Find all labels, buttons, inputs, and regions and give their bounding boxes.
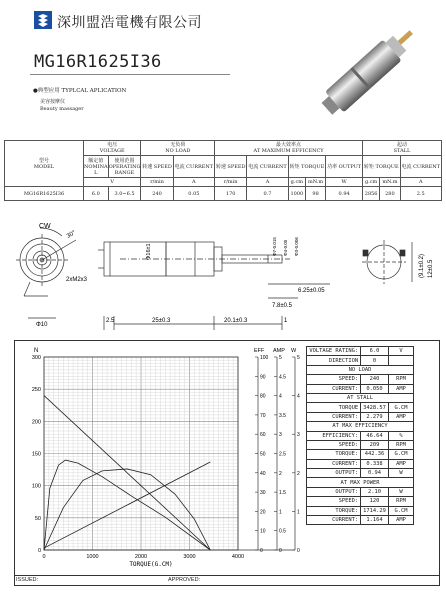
perf-row — [307, 506, 414, 515]
motor-photo — [300, 20, 440, 120]
axis-label-amp: AMP — [273, 348, 285, 354]
tick-label-eff: 100 — [260, 355, 269, 361]
dim-len-a: 2.5 — [106, 318, 115, 324]
tick-label-amp: 5 — [279, 355, 282, 361]
perf-value: 46.64 — [361, 431, 389, 440]
perf-value: 240 — [361, 375, 389, 384]
tick-label-amp: 1.5 — [279, 490, 286, 497]
sub-me-current: 电流 CURRENT — [247, 156, 288, 178]
perf-value: 0.94 — [361, 469, 389, 478]
voltage-en: VOLTAGE — [99, 148, 125, 154]
perf-value: 209 — [361, 440, 389, 449]
perf-key: EFFICIENCY: — [307, 431, 361, 440]
sub-me-output: 功率 OUTPUT — [326, 156, 363, 178]
perf-value: 1714.29 — [361, 506, 389, 515]
perf-value: 442.36 — [361, 450, 389, 459]
sub-st-current: 电流 CURRENT — [400, 156, 441, 178]
perf-key: SPEED: — [307, 497, 361, 506]
row-nominal: 6.0 — [84, 187, 109, 201]
perf-unit: AMP — [389, 412, 414, 421]
perf-row — [307, 450, 414, 459]
perf-key: VOLTAGE RATING: — [307, 347, 361, 356]
dim-screw: 2xM2x3 — [66, 277, 88, 283]
perf-value: 0.050 — [361, 384, 389, 393]
perf-row — [307, 412, 414, 421]
sub-nl-speed: 转速 SPEED — [141, 156, 173, 178]
perf-key: DIRECTION — [307, 356, 361, 365]
sub-st-torque: 转矩 TORQUE — [363, 156, 401, 178]
x-axis-label: TORQUE(G.CM) — [129, 561, 173, 568]
perf-row — [307, 422, 414, 431]
tick-label-amp: 3.5 — [279, 412, 286, 419]
row-st-torque-gcm: 2856 — [363, 187, 380, 201]
unit-st-a: A — [400, 178, 441, 187]
application-label: ●典型应用 TYPLCAL APLICATION — [33, 88, 127, 94]
tick-label-amp: 2 — [279, 470, 282, 477]
perf-unit: G.CM — [389, 403, 414, 412]
perf-section-title: AT MAX EFFICIENCY — [307, 422, 414, 431]
sub-me-torque: 转矩 TORQUE — [288, 156, 326, 178]
perf-key: CURRENT: — [307, 516, 361, 525]
unit-nl-speed: r/min — [141, 178, 173, 187]
perf-value: 2.10 — [361, 487, 389, 496]
dim-len-f: 6.25±0.05 — [298, 288, 325, 294]
perf-key: OUTPUT: — [307, 469, 361, 478]
tick-label-eff: 80 — [260, 393, 266, 400]
voltage-cn: 电压 — [107, 142, 118, 148]
tick-label-eff: 50 — [260, 451, 266, 458]
row-st-current: 2.5 — [400, 187, 441, 201]
company-logo — [34, 11, 52, 29]
sub-me-speed: 转速 SPEED — [215, 156, 247, 178]
row-st-torque-mnm: 280 — [380, 187, 400, 201]
perf-row — [307, 393, 414, 402]
dim-shaft-tol2: Φ4-0.05 — [283, 239, 288, 256]
unit-me-gcm: g.cm — [288, 178, 305, 187]
model-header-en: MODEL — [33, 163, 55, 170]
perf-unit: G.CM — [389, 506, 414, 515]
perf-unit: AMP — [389, 459, 414, 468]
footer-approved: APPROVED: — [168, 577, 201, 583]
perf-row — [307, 347, 414, 356]
perf-key: CURRENT: — [307, 384, 361, 393]
model-header-cn: 型号 — [38, 157, 49, 164]
dim-len-e: 7.8±0.5 — [272, 303, 292, 309]
mechanical-drawing — [0, 220, 446, 338]
row-nl-speed: 240 — [141, 187, 173, 201]
perf-unit: AMP — [389, 384, 414, 393]
perf-unit: AMP — [389, 516, 414, 525]
tick-label-eff: 30 — [260, 490, 266, 497]
tick-label-x: 4000 — [231, 554, 245, 560]
perf-section-title: NO LOAD — [307, 365, 414, 374]
unit-me-speed: r/min — [215, 178, 247, 187]
perf-key: OUTPUT: — [307, 487, 361, 496]
title-underline — [30, 74, 230, 75]
perf-row — [307, 487, 414, 496]
sub-range: 使用范围 OPERATING RANGE — [108, 157, 141, 176]
perf-value: 0.338 — [361, 459, 389, 468]
footer-issued: ISSUED: — [16, 577, 39, 583]
perf-value: 120 — [361, 497, 389, 506]
noload-en: NO LOAD — [165, 148, 191, 154]
tick-label-amp: 0.5 — [279, 528, 286, 535]
tick-label-x: 0 — [42, 554, 46, 560]
tick-label-n: 100 — [31, 483, 41, 490]
tick-label-eff: 70 — [260, 412, 266, 419]
tick-label-amp: 1 — [279, 509, 282, 516]
dim-front-dia: Φ10 — [36, 322, 48, 328]
row-me-speed: 170 — [215, 187, 247, 201]
perf-row — [307, 440, 414, 449]
perf-unit — [389, 356, 414, 365]
unit-st-mnm: mN.m — [380, 178, 400, 187]
tick-label-eff: 20 — [260, 509, 266, 516]
sub-nominal: 额定值 NOMINA L — [84, 157, 108, 176]
row-me-torque-gcm: 1000 — [288, 187, 305, 201]
tick-label-n: 300 — [31, 355, 41, 361]
perf-section-title: AT STALL — [307, 393, 414, 402]
dim-len-c: 20.1±0.3 — [224, 318, 248, 324]
perf-key: CURRENT: — [307, 412, 361, 421]
company-name: 深圳盟浩電機有限公司 — [57, 14, 202, 30]
tick-label-w: 5 — [297, 355, 300, 361]
perf-key: TORQUE: — [307, 506, 361, 515]
tick-label-amp: 4.5 — [279, 374, 286, 381]
dim-shaft-tol1: Φ7-0.015 — [272, 237, 277, 256]
row-range: 3.0~6.5 — [108, 187, 141, 201]
tick-label-amp: 2.5 — [279, 451, 286, 458]
perf-row — [307, 431, 414, 440]
axis-label-w: W — [291, 348, 297, 354]
dim-shaft-tol3: Φ3-0.006 — [294, 237, 299, 256]
unit-nl-current: A — [173, 178, 214, 187]
perf-unit: V — [389, 347, 414, 356]
company-logo-icon — [34, 11, 52, 29]
dim-cw: CW — [39, 223, 51, 230]
spec-table — [4, 140, 442, 201]
perf-row — [307, 478, 414, 487]
perf-unit: RPM — [389, 375, 414, 384]
dim-len-g: (9.1±0.2) — [419, 254, 425, 278]
tick-label-n: 250 — [31, 387, 41, 394]
tick-label-x: 3000 — [183, 554, 196, 560]
tick-label-amp: 3 — [279, 432, 282, 439]
tick-label-n: 50 — [34, 515, 41, 522]
perf-section-title: AT MAX POWER — [307, 478, 414, 487]
tick-label-eff: 90 — [260, 374, 266, 381]
tick-label-n: 150 — [31, 451, 41, 458]
unit-st-gcm: g.cm — [363, 178, 380, 187]
application-cn: 美容按摩仪 — [40, 99, 66, 105]
noload-cn: 无负荷 — [170, 142, 186, 148]
tick-label-w: 3 — [297, 432, 300, 439]
perf-value: 1.164 — [361, 516, 389, 525]
perf-row — [307, 365, 414, 374]
tick-label-w: 1 — [297, 509, 300, 516]
perf-key: CURRENT: — [307, 459, 361, 468]
dim-len-d: 1 — [284, 318, 288, 324]
tick-label-amp: 0 — [279, 548, 282, 554]
dim-body-dia: Φ16±1 — [146, 243, 152, 260]
sub-nl-current: 电流 CURRENT — [173, 156, 214, 178]
row-nl-current: 0.05 — [173, 187, 214, 201]
perf-row — [307, 497, 414, 506]
stall-cn: 起动 — [397, 142, 408, 148]
perf-unit: % — [389, 431, 414, 440]
perf-row — [307, 375, 414, 384]
tick-label-n: 0 — [37, 548, 41, 554]
footer-bar — [14, 576, 440, 586]
row-model: MG16R1625I36 — [5, 187, 84, 201]
perf-unit: G.CM — [389, 450, 414, 459]
perf-value: 6.0 — [361, 347, 389, 356]
perf-row — [307, 403, 414, 412]
perf-row — [307, 469, 414, 478]
perf-unit: RPM — [389, 497, 414, 506]
perf-value: 0 — [361, 356, 389, 365]
row-me-torque-mnm: 98 — [305, 187, 325, 201]
perf-unit: RPM — [389, 440, 414, 449]
tick-label-eff: 10 — [260, 528, 266, 535]
application-en: Beauty massager — [40, 106, 84, 112]
perf-unit: W — [389, 487, 414, 496]
model-title: MG16R1625I36 — [34, 52, 162, 72]
unit-me-w: W — [326, 178, 363, 187]
perf-key: SPEED: — [307, 440, 361, 449]
perf-row — [307, 384, 414, 393]
maxeff-cn: 最大效率点 — [276, 142, 302, 148]
axis-label-eff: EFF — [254, 348, 265, 354]
unit-me-current: A — [247, 178, 288, 187]
dim-len-h: 12±0.5 — [428, 259, 434, 278]
tick-label-amp: 4 — [279, 393, 282, 400]
tick-label-eff: 40 — [260, 470, 266, 477]
tick-label-eff: 60 — [260, 432, 266, 439]
power-curve — [44, 469, 210, 550]
performance-chart — [14, 340, 304, 576]
performance-table — [306, 346, 414, 525]
unit-me-mnm: mN.m — [305, 178, 325, 187]
row-me-output: 0.94 — [326, 187, 363, 201]
perf-unit: W — [389, 469, 414, 478]
perf-row — [307, 459, 414, 468]
perf-key: SPEED: — [307, 375, 361, 384]
perf-key: TORQUE — [307, 403, 361, 412]
row-me-current: 0.7 — [247, 187, 288, 201]
stall-en: STALL — [393, 148, 411, 154]
tick-label-eff: 0 — [260, 548, 263, 554]
axis-label-n: N — [34, 348, 39, 354]
tick-label-w: 4 — [297, 393, 300, 400]
dim-angle: 30° — [66, 229, 77, 240]
perf-value: 3428.57 — [361, 403, 389, 412]
tick-label-n: 200 — [31, 419, 41, 426]
unit-v: V — [84, 178, 141, 187]
tick-label-x: 2000 — [134, 554, 148, 560]
maxeff-en: AT MAXIMUM EFFICENCY — [253, 148, 324, 154]
tick-label-x: 1000 — [86, 554, 99, 560]
perf-key: TORQUE: — [307, 450, 361, 459]
dim-len-b: 25±0.3 — [152, 318, 171, 324]
perf-row — [307, 356, 414, 365]
tick-label-w: 0 — [297, 548, 300, 554]
tick-label-w: 2 — [297, 470, 300, 477]
perf-row — [307, 516, 414, 525]
perf-value: 2.279 — [361, 412, 389, 421]
